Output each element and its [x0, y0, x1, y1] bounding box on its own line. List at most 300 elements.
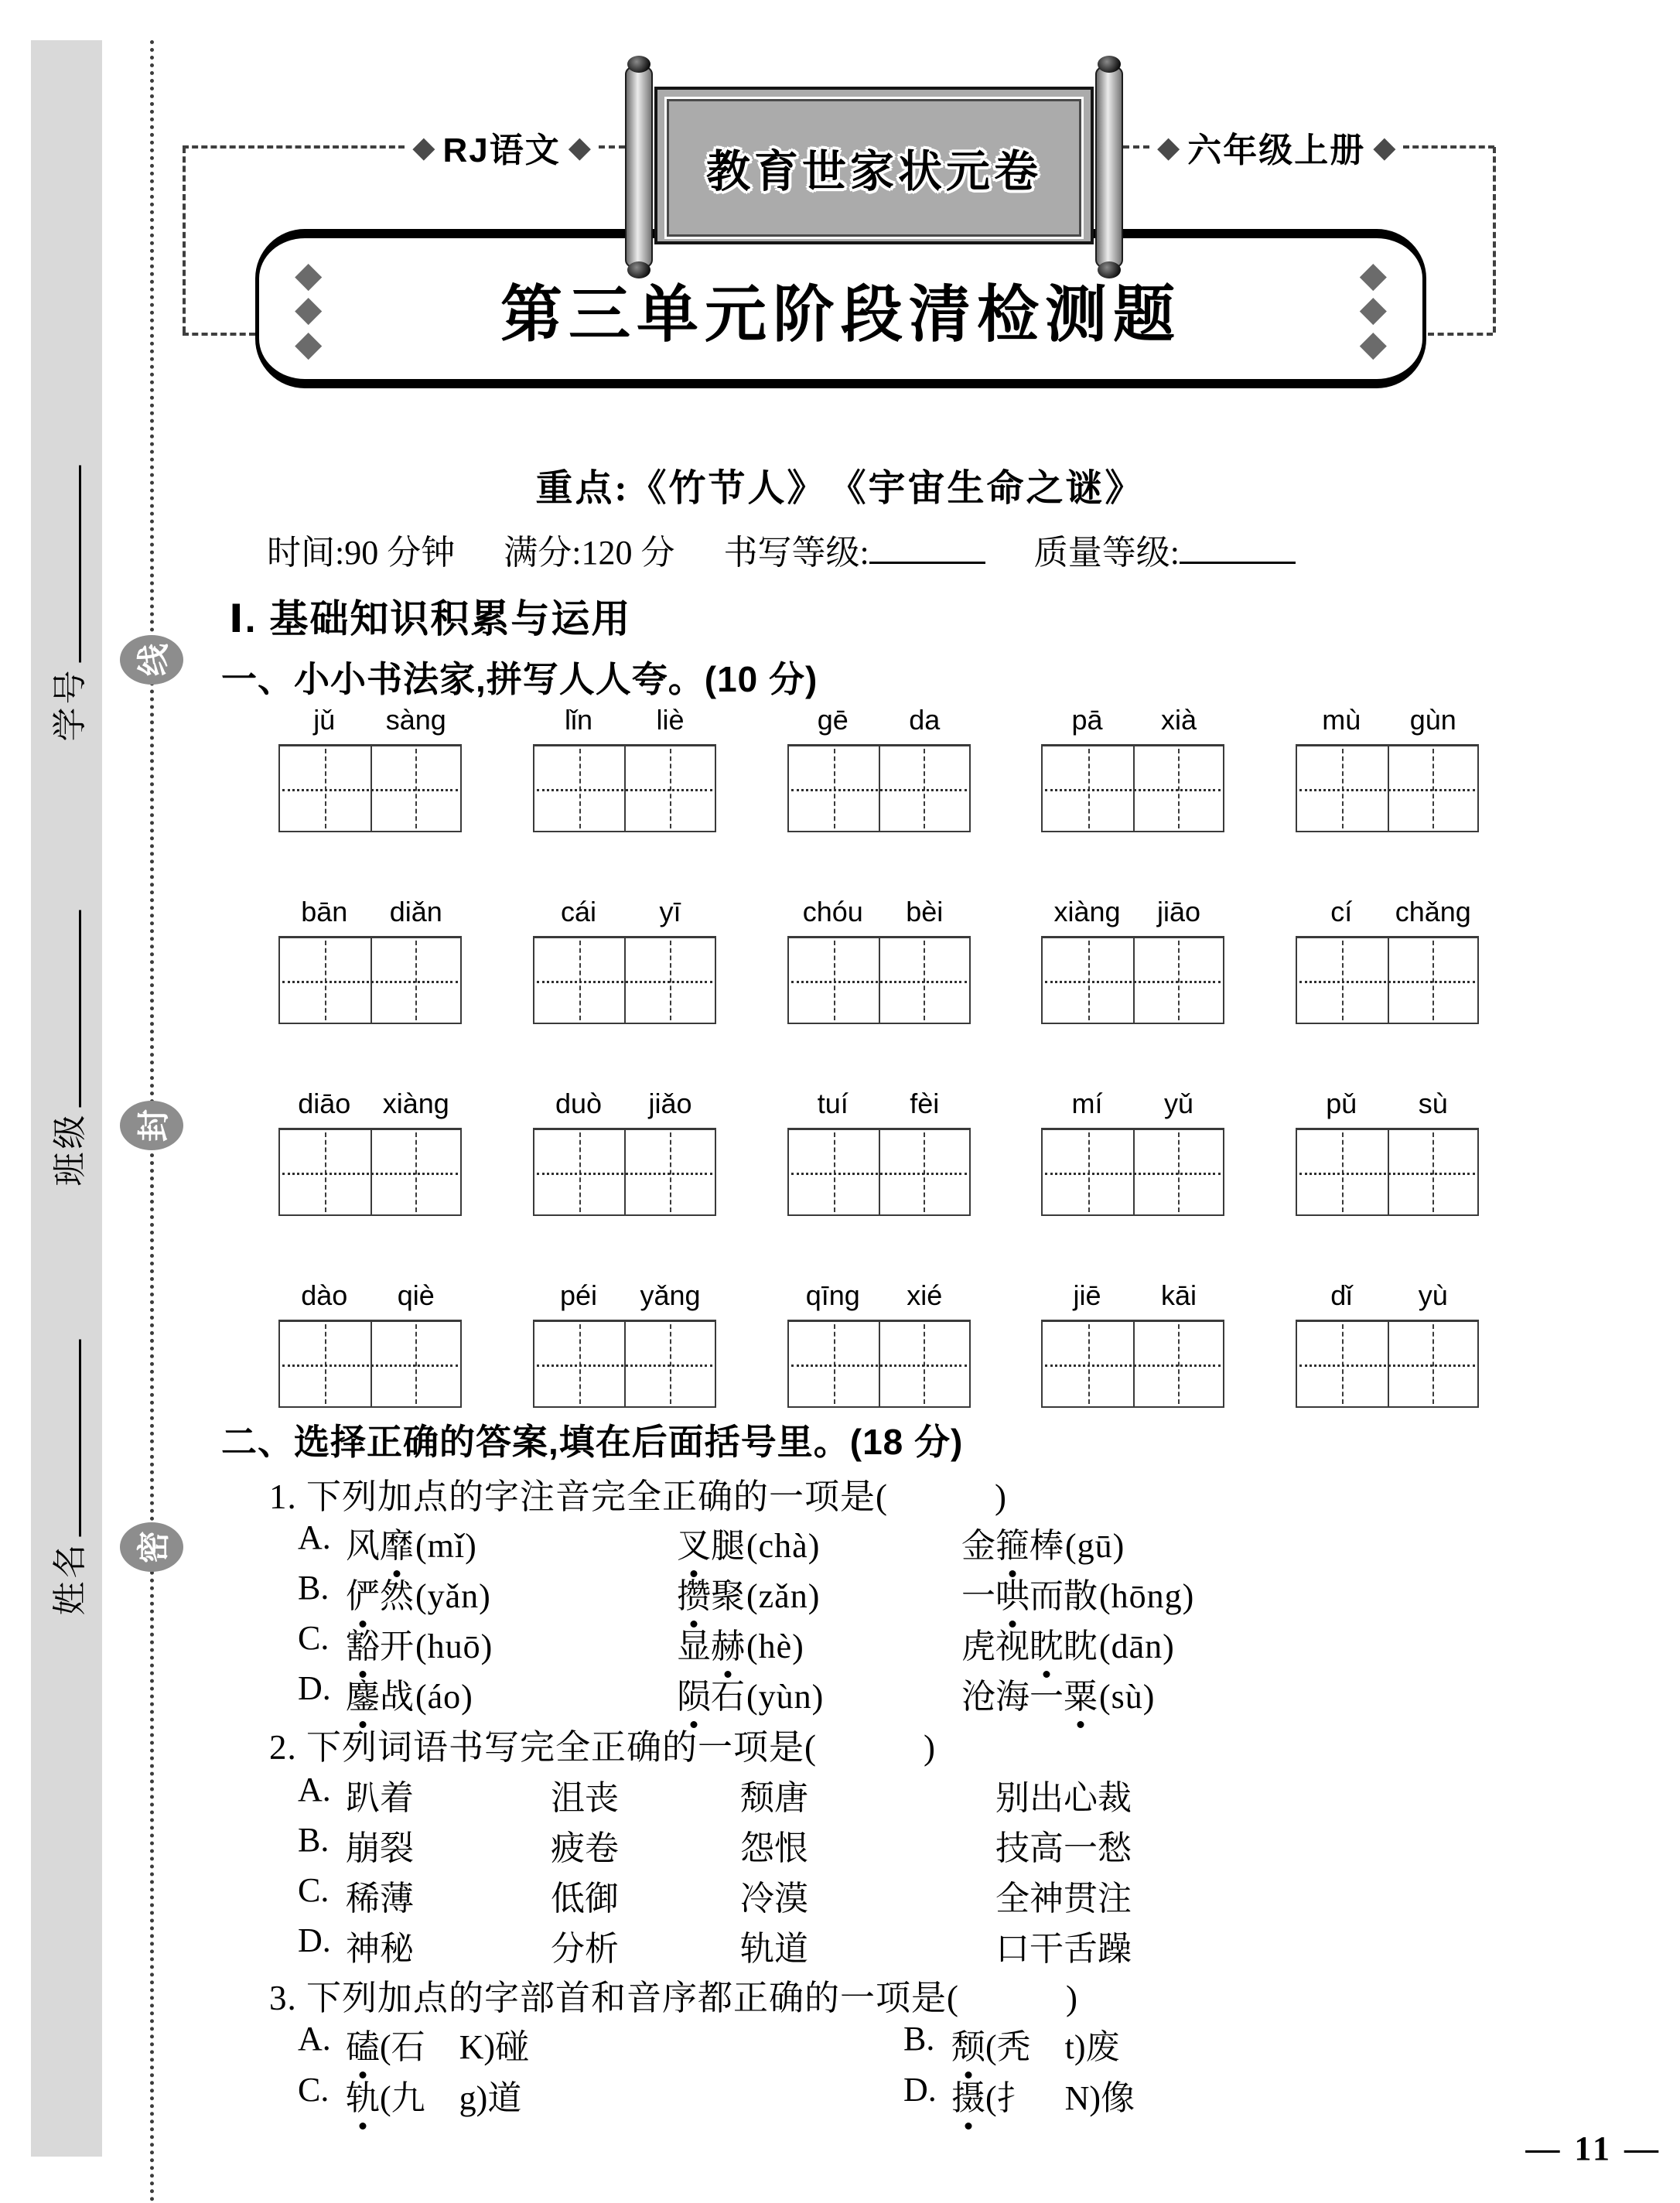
pinyin-labels	[533, 696, 716, 744]
grid-guide-line	[1299, 981, 1475, 983]
dashed-line	[599, 145, 625, 149]
pinyin-label: cí	[1330, 896, 1353, 927]
writing-grid-group	[787, 1080, 971, 1216]
char: 哄	[995, 1568, 1030, 1617]
pinyin-labels	[1296, 888, 1479, 936]
word-with-pinyin	[961, 1618, 1175, 1668]
pinyin-row	[278, 888, 1479, 1024]
writing-grid-group	[1041, 696, 1224, 832]
word: 稀薄	[346, 1880, 414, 1918]
word	[961, 1527, 1064, 1565]
part-two-title: 二、选择正确的答案,填在后面括号里。(18 分)	[221, 1422, 964, 1462]
scroll-rod-right	[1095, 67, 1123, 268]
pinyin-labels	[787, 1080, 971, 1128]
option-row	[298, 1870, 1504, 1921]
char: 陨	[677, 1668, 711, 1718]
grid-guide-line	[537, 789, 712, 791]
char: 赫	[711, 1618, 745, 1668]
diamond-icon: ◆	[295, 322, 323, 364]
writing-grid-box	[278, 1320, 462, 1408]
exam-info-line	[267, 524, 1296, 574]
char: 眈	[1030, 1618, 1064, 1668]
word: 别出心裁	[995, 1779, 1132, 1817]
char: 开	[380, 1627, 414, 1665]
word-with-pinyin	[677, 1568, 961, 1617]
word: 趴着	[346, 1779, 414, 1817]
writing-grid-group	[1296, 1080, 1479, 1216]
name-blank	[74, 1340, 81, 1537]
seal-badge-text: 密	[135, 1530, 172, 1564]
word	[961, 1678, 1098, 1716]
writing-grid-group	[787, 696, 971, 832]
writing-grade-blank	[869, 535, 985, 564]
pinyin-label: duò	[555, 1088, 603, 1119]
name-field	[42, 1340, 91, 1616]
pinyin-label: cái	[560, 896, 597, 927]
pinyin-label: diǎn	[389, 896, 442, 927]
word: 怨恨	[740, 1829, 808, 1867]
option-label: C.	[298, 1871, 330, 1909]
char: 视	[995, 1627, 1030, 1665]
diamond-icon: ◆	[1373, 130, 1396, 164]
full-score-info: 满分:120 分	[504, 534, 675, 572]
pinyin-labels	[787, 888, 971, 936]
pinyin-label: jǔ	[313, 704, 336, 736]
pinyin-labels	[278, 888, 462, 936]
dashed-line	[183, 145, 405, 149]
writing-grid-box	[787, 1320, 971, 1408]
grid-guide-line	[1045, 789, 1221, 791]
option-label: A.	[298, 1771, 331, 1809]
pinyin-label: péi	[559, 1279, 598, 1311]
pinyin-label: xié	[907, 1279, 943, 1311]
char: 靡	[380, 1518, 414, 1567]
char: 粟	[1064, 1668, 1098, 1718]
word: 崩裂	[346, 1829, 414, 1867]
writing-grid-group	[1041, 1080, 1224, 1216]
pinyin-annotation: (mǐ)	[415, 1527, 477, 1565]
dictionary-entry: (九 g)	[380, 2079, 488, 2117]
writing-grade-label: 书写等级:	[723, 534, 869, 572]
option-label: D.	[298, 1921, 331, 1959]
word: 废	[1085, 2028, 1120, 2066]
pinyin-writing-section	[278, 696, 1479, 1464]
writing-grid-group	[533, 1272, 716, 1408]
option-label: A.	[298, 2020, 331, 2058]
seal-badge-text: 线	[135, 643, 172, 677]
writing-grid-group	[533, 1080, 716, 1216]
grid-guide-line	[537, 1173, 712, 1175]
dashed-line	[183, 333, 255, 336]
diamond-icon: ◆	[295, 287, 323, 330]
char: 轨	[346, 2070, 380, 2119]
writing-grid-box	[533, 1320, 716, 1408]
scroll-banner	[625, 67, 1123, 265]
pinyin-labels	[533, 1272, 716, 1320]
pinyin-label: sàng	[385, 704, 446, 736]
seal-badge-line	[120, 635, 183, 685]
word-with-pinyin	[346, 1618, 677, 1668]
quality-grade-label: 质量等级:	[1033, 534, 1180, 572]
diamond-icon: ◆	[1359, 287, 1387, 330]
pinyin-annotation: (hè)	[746, 1627, 804, 1665]
pinyin-annotation: (gū)	[1065, 1527, 1125, 1565]
writing-grid-group	[1296, 888, 1479, 1024]
char: 石	[711, 1678, 745, 1716]
banner-title: 教育世家状元卷	[706, 147, 1042, 196]
class-blank	[74, 910, 81, 1108]
char: 叉	[677, 1518, 711, 1567]
pinyin-label: gùn	[1409, 704, 1456, 736]
writing-grid-box	[1296, 1320, 1479, 1408]
option-row	[298, 1921, 1504, 1971]
writing-grid-group	[1296, 1272, 1479, 1408]
question-2-options	[298, 1770, 1504, 1971]
pinyin-labels	[278, 1272, 462, 1320]
writing-grid-box	[787, 744, 971, 832]
option-label: C.	[298, 1619, 330, 1657]
seal-badge-feng	[120, 1101, 183, 1150]
writing-grid-group	[1041, 1272, 1224, 1408]
writing-grid-box	[1041, 936, 1224, 1024]
word: 像	[1101, 2079, 1135, 2117]
word	[346, 1678, 414, 1716]
student-id-field	[42, 466, 91, 742]
word	[346, 2019, 380, 2068]
dashed-line	[1493, 147, 1496, 333]
char: 虎	[961, 1627, 995, 1665]
grid-guide-line	[791, 789, 967, 791]
word	[677, 1678, 745, 1716]
pinyin-label: diāo	[298, 1088, 351, 1119]
pinyin-label: yǔ	[1163, 1088, 1194, 1119]
writing-grid-box	[787, 1128, 971, 1216]
diamond-icon: ◆	[295, 253, 323, 295]
option-row	[298, 1770, 1504, 1820]
grid-guide-line	[282, 789, 458, 791]
pinyin-label: da	[909, 704, 941, 736]
pinyin-annotation: (chà)	[746, 1527, 821, 1565]
question-1-options	[298, 1518, 1504, 1719]
pinyin-label: fèi	[910, 1088, 940, 1119]
pinyin-annotation: (sù)	[1099, 1678, 1156, 1716]
word	[346, 1627, 414, 1665]
writing-grid-group	[533, 696, 716, 832]
question-3-stem: 3. 下列加点的字部首和音序都正确的一项是( )	[269, 1979, 1078, 2017]
dashed-line	[1428, 333, 1493, 336]
pinyin-annotation: (áo)	[415, 1678, 473, 1716]
option-row	[298, 1618, 1504, 1668]
char: 沧	[961, 1678, 995, 1716]
option-label: B.	[298, 1569, 330, 1607]
focus-line: 重点:《竹节人》 《宇宙生命之谜》	[535, 468, 1145, 509]
char: 鏖	[346, 1668, 380, 1718]
char: 聚	[711, 1577, 745, 1615]
question-3-options	[298, 2019, 1504, 2117]
grid-guide-line	[1299, 789, 1475, 791]
pinyin-label: jiāo	[1156, 896, 1201, 927]
word: 口干舌躁	[995, 1930, 1132, 1968]
class-field	[42, 910, 91, 1187]
pinyin-labels	[533, 1080, 716, 1128]
pinyin-label: kāi	[1160, 1279, 1197, 1311]
pinyin-labels	[1041, 696, 1224, 744]
option-row	[298, 1568, 1504, 1618]
word-with-pinyin	[677, 1668, 961, 1718]
pinyin-labels	[1041, 1080, 1224, 1128]
header-right-tag-row	[1123, 122, 1494, 172]
diamond-icon: ◆	[412, 130, 435, 164]
char: 散	[1064, 1577, 1098, 1615]
writing-grid-box	[278, 744, 462, 832]
pinyin-label: qīng	[805, 1279, 860, 1311]
char: 金	[961, 1527, 995, 1565]
option-label: B.	[903, 2020, 935, 2058]
pinyin-label: xià	[1160, 704, 1197, 736]
char: 风	[346, 1527, 380, 1565]
word: 全神贯注	[995, 1880, 1132, 1918]
pinyin-row	[278, 1080, 1479, 1216]
word-with-pinyin	[961, 1518, 1125, 1567]
grid-guide-line	[791, 1173, 967, 1175]
name-label: 姓名	[51, 1541, 89, 1616]
pinyin-row	[278, 1272, 1479, 1408]
pinyin-label: gē	[817, 704, 849, 736]
grade-tag: 六年级上册	[1187, 131, 1366, 169]
word-with-pinyin	[961, 1668, 1155, 1718]
char: 然	[380, 1577, 414, 1615]
student-id-label: 学号	[51, 667, 89, 742]
question-1-stem: 1. 下列加点的字注音完全正确的一项是( )	[269, 1477, 1007, 1516]
pinyin-label: liè	[656, 704, 685, 736]
writing-grid-group	[533, 888, 716, 1024]
word	[951, 2070, 985, 2119]
pinyin-annotation: (hōng)	[1099, 1577, 1195, 1615]
pinyin-label: tuí	[817, 1088, 849, 1119]
grid-guide-line	[537, 1364, 712, 1367]
dashed-line	[1123, 145, 1149, 149]
char: 磕	[346, 2019, 380, 2068]
writing-grid-box	[278, 1128, 462, 1216]
pinyin-annotation: (yǎn)	[415, 1577, 491, 1615]
grid-guide-line	[791, 981, 967, 983]
banner-panel-inner	[664, 97, 1084, 239]
pinyin-label: yù	[1418, 1279, 1448, 1311]
char: 颓	[951, 2019, 985, 2068]
dictionary-entry: (扌 N)	[985, 2079, 1101, 2117]
pinyin-labels	[278, 1080, 462, 1128]
diamond-icon: ◆	[1157, 130, 1180, 164]
subject-tag: RJ语文	[442, 131, 561, 169]
writing-grid-box	[787, 936, 971, 1024]
option-row	[903, 2070, 1504, 2117]
char: 战	[380, 1678, 414, 1716]
grid-guide-line	[1045, 981, 1221, 983]
word: 轨道	[740, 1930, 808, 1968]
diamond-stack-left	[295, 253, 323, 364]
pinyin-label: jiǎo	[648, 1088, 692, 1119]
char: 而	[1030, 1577, 1064, 1615]
question-2-stem: 2. 下列词语书写完全正确的一项是( )	[269, 1728, 936, 1767]
dictionary-entry: (石 K)	[380, 2028, 496, 2066]
diamond-icon: ◆	[1359, 253, 1387, 295]
grid-guide-line	[282, 1364, 458, 1367]
banner-panel	[654, 87, 1094, 244]
word	[961, 1627, 1098, 1665]
pinyin-labels	[787, 696, 971, 744]
seal-badge-mi	[120, 1522, 183, 1572]
quality-grade-blank	[1180, 535, 1296, 564]
option-row	[298, 1668, 1504, 1719]
word: 低御	[551, 1880, 619, 1918]
grid-guide-line	[537, 981, 712, 983]
pinyin-label: jiē	[1073, 1279, 1101, 1311]
writing-grid-box	[533, 1128, 716, 1216]
word: 碰	[495, 2028, 530, 2066]
writing-grid-group	[1296, 696, 1479, 832]
pinyin-annotation: (dān)	[1099, 1627, 1175, 1665]
word: 神秘	[346, 1930, 414, 1968]
time-info: 时间:90 分钟	[267, 534, 456, 572]
pinyin-label: dǐ	[1330, 1279, 1353, 1311]
pinyin-label: qiè	[397, 1279, 435, 1311]
pinyin-labels	[1041, 888, 1224, 936]
diamond-stack-right	[1359, 253, 1387, 364]
writing-grid-box	[1296, 744, 1479, 832]
student-id-blank	[74, 466, 81, 663]
pinyin-label: mù	[1322, 704, 1361, 736]
option-label: D.	[903, 2071, 937, 2109]
pinyin-annotation: (yùn)	[746, 1678, 825, 1716]
pinyin-label: lǐn	[564, 704, 593, 736]
word-with-pinyin	[677, 1518, 961, 1567]
grid-guide-line	[1045, 1364, 1221, 1367]
writing-grid-group	[787, 1272, 971, 1408]
word: 分析	[551, 1930, 619, 1968]
char: 一	[961, 1577, 995, 1615]
option-label: B.	[298, 1821, 330, 1859]
word: 冷漠	[740, 1880, 808, 1918]
word-with-pinyin	[346, 1518, 677, 1567]
pinyin-label: mí	[1071, 1088, 1103, 1119]
part-one-title: 一、小小书法家,拼写人人夸。(10 分)	[221, 659, 818, 699]
word-with-pinyin	[677, 1618, 961, 1668]
writing-grid-group	[787, 888, 971, 1024]
word	[346, 1577, 414, 1615]
writing-grid-box	[533, 936, 716, 1024]
pinyin-label: yī	[659, 896, 681, 927]
grid-guide-line	[282, 1173, 458, 1175]
char: 摄	[951, 2070, 985, 2119]
option-label: D.	[298, 1669, 331, 1707]
word	[677, 1627, 745, 1665]
char: 箍	[995, 1518, 1030, 1567]
dashed-line	[183, 147, 186, 333]
writing-grid-box	[1296, 936, 1479, 1024]
char: 豁	[346, 1618, 380, 1668]
section-heading: Ⅰ. 基础知识积累与运用	[229, 597, 632, 640]
pinyin-label: pǔ	[1326, 1088, 1357, 1119]
option-row	[298, 1820, 1504, 1870]
word: 沮丧	[551, 1779, 619, 1817]
header-left-tag-row	[183, 122, 625, 172]
char: 一	[1030, 1678, 1064, 1716]
pinyin-label: sù	[1418, 1088, 1448, 1119]
pinyin-annotation: (zǎn)	[746, 1577, 821, 1615]
dashed-line	[1403, 145, 1494, 149]
pinyin-label: yǎng	[640, 1279, 701, 1311]
pinyin-label: chǎng	[1395, 896, 1471, 927]
word	[346, 2070, 380, 2119]
char: 海	[995, 1678, 1030, 1716]
word	[951, 2019, 985, 2068]
char: 攒	[677, 1568, 711, 1617]
diamond-icon: ◆	[1359, 322, 1387, 364]
writing-grid-group	[278, 1080, 462, 1216]
writing-grid-box	[1296, 1128, 1479, 1216]
char: 显	[677, 1627, 711, 1665]
option-row	[298, 2019, 903, 2066]
writing-grid-box	[278, 936, 462, 1024]
option-label: A.	[298, 1518, 331, 1556]
char: 棒	[1030, 1527, 1064, 1565]
pinyin-label: chóu	[802, 896, 863, 927]
pinyin-label: xiàng	[1053, 896, 1121, 927]
page-number: — 11 —	[1525, 2130, 1661, 2167]
pinyin-label: dào	[301, 1279, 348, 1311]
char: 眈	[1064, 1627, 1098, 1665]
grid-guide-line	[1299, 1364, 1475, 1367]
dictionary-entry: (秃 t)	[985, 2028, 1086, 2066]
pinyin-label: xiàng	[382, 1088, 449, 1119]
word	[677, 1577, 745, 1615]
grid-guide-line	[282, 981, 458, 983]
pinyin-labels	[1041, 1272, 1224, 1320]
word	[346, 1527, 414, 1565]
pinyin-labels	[1296, 696, 1479, 744]
pinyin-label: bān	[301, 896, 348, 927]
option-row	[298, 1518, 1504, 1568]
pinyin-labels	[1296, 1080, 1479, 1128]
page-title: 第三单元阶段清检测题	[500, 281, 1181, 350]
word	[961, 1577, 1098, 1615]
word-with-pinyin	[961, 1568, 1194, 1617]
char: 俨	[346, 1568, 380, 1617]
option-label: C.	[298, 2071, 330, 2109]
pinyin-label: pā	[1071, 704, 1103, 736]
pinyin-labels	[1296, 1272, 1479, 1320]
word: 颓唐	[740, 1779, 808, 1817]
writing-grid-group	[278, 888, 462, 1024]
pinyin-labels	[533, 888, 716, 936]
writing-grid-box	[1041, 1128, 1224, 1216]
pinyin-annotation: (huō)	[415, 1627, 493, 1665]
class-label: 班级	[51, 1112, 89, 1187]
grid-guide-line	[1299, 1173, 1475, 1175]
seal-badge-text: 封	[135, 1108, 172, 1142]
char: 腿	[711, 1527, 745, 1565]
writing-grid-group	[1041, 888, 1224, 1024]
word: 技高一愁	[995, 1829, 1132, 1867]
scroll-rod-left	[625, 67, 653, 268]
pinyin-label: bèi	[906, 896, 944, 927]
writing-grid-group	[278, 696, 462, 832]
pinyin-labels	[278, 696, 462, 744]
diamond-icon: ◆	[568, 130, 591, 164]
writing-grid-box	[1041, 744, 1224, 832]
grid-guide-line	[1045, 1173, 1221, 1175]
writing-grid-group	[278, 1272, 462, 1408]
